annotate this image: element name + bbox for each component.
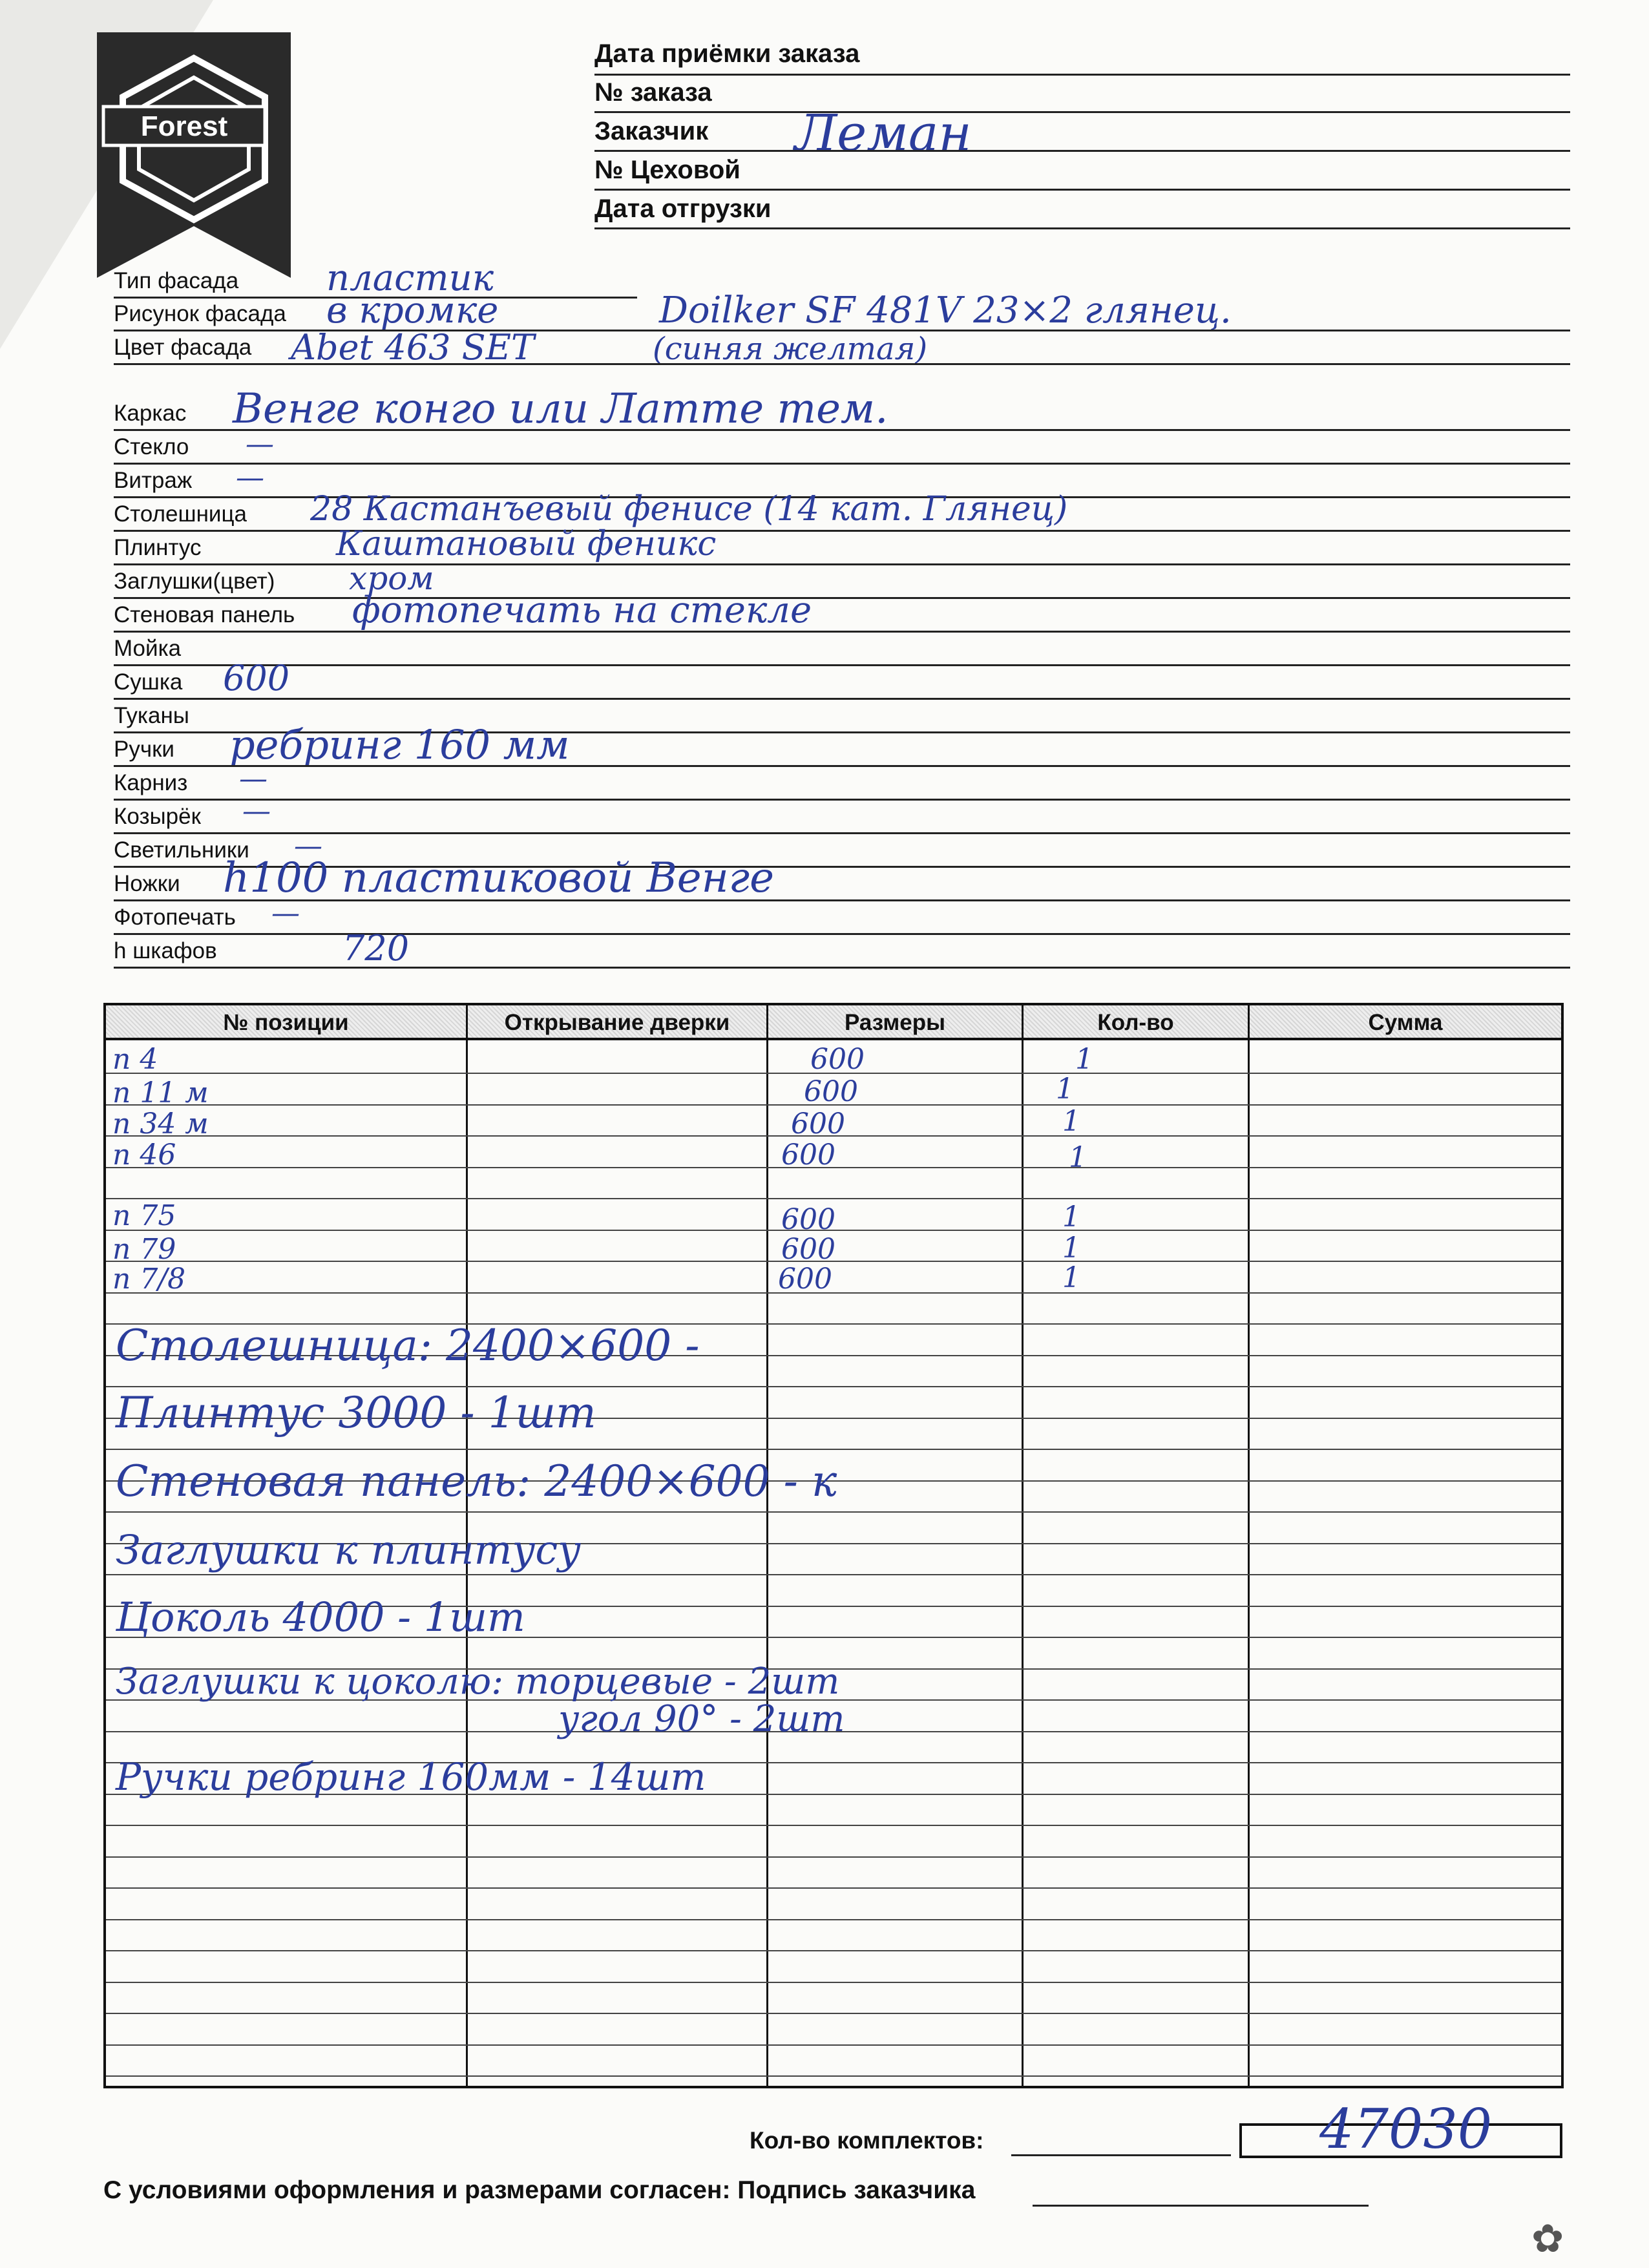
facade-type-label: Тип фасада (114, 268, 239, 293)
table-row-line (106, 1198, 1561, 1199)
company-logo (97, 32, 291, 278)
col-header-qty: Кол-во (1024, 1005, 1250, 1040)
row-position: n 11 м (112, 1076, 209, 1109)
col-header-position: № позиции (106, 1005, 468, 1040)
dryer-value: 600 (223, 658, 290, 698)
facade-pattern-extra: Doilker SF 481V 23×2 глянец. (659, 289, 1232, 331)
countertop-value: 28 Кастанъевый фениcе (14 кат. Глянец) (310, 490, 1068, 529)
row-size: 600 (781, 1139, 835, 1171)
stained-glass-label: Витраж (114, 468, 193, 493)
glass-line (114, 463, 1570, 465)
caps-color-line (114, 597, 1570, 599)
table-note: Плинтус 3000 - 1шт (116, 1388, 596, 1438)
customer-label: Заказчик (594, 117, 709, 145)
photoprint-value: — (271, 897, 300, 930)
order-number-line (594, 111, 1570, 113)
total-box (1239, 2097, 1562, 2161)
lights-label: Светильники (114, 837, 249, 863)
total-value: 47030 (1319, 2097, 1493, 2161)
kits-count-line (1011, 2154, 1231, 2156)
dryer-label: Сушка (114, 669, 183, 695)
kits-count-label: Кол-во комплектов: (750, 2127, 984, 2154)
canopy-label: Козырёк (114, 804, 201, 829)
table-note: Заглушки к плинтусу (116, 1526, 582, 1573)
table-note: Цоколь 4000 - 1шт (116, 1593, 525, 1641)
workshop-number-line (594, 189, 1570, 191)
row-size: 600 (791, 1108, 845, 1140)
facade-pattern-value: в кромке (326, 289, 499, 331)
facade-color-line (114, 363, 1570, 365)
wall-panel-label: Стеновая панель (114, 602, 295, 627)
plinth-label: Плинтус (114, 535, 202, 560)
glass-value: — (246, 428, 274, 461)
canopy-value: — (242, 795, 271, 828)
row-position: n 79 (112, 1233, 176, 1266)
facade-type-value: пластик (326, 257, 494, 299)
table-note: Ручки ребринг 160мм - 14шт (116, 1755, 706, 1799)
table-row-line (106, 1574, 1561, 1575)
wall-panel-line (114, 631, 1570, 633)
table-row-line (106, 1887, 1561, 1889)
plinth-line (114, 563, 1570, 565)
facade-color-label: Цвет фасада (114, 335, 252, 360)
row-size: 600 (781, 1233, 835, 1266)
col-header-door-opening: Открывание дверки (468, 1005, 768, 1040)
carcass-line (114, 429, 1570, 431)
logo-text: Forest (140, 110, 228, 142)
flower-doodle: ✿ (1531, 2217, 1564, 2260)
table-row-line (106, 1511, 1561, 1513)
glass-label: Стекло (114, 434, 189, 459)
table-row-line (106, 1825, 1561, 1826)
table-row-line (106, 2013, 1561, 2014)
row-size: 600 (781, 1203, 835, 1236)
table-row-line (106, 1982, 1561, 1983)
cornice-label: Карниз (114, 770, 188, 795)
table-row-line (106, 1919, 1561, 1920)
row-qty: 1 (1062, 1201, 1080, 1234)
photoprint-label: Фотопечать (114, 905, 236, 930)
cornice-line (114, 799, 1570, 801)
customer-line (594, 150, 1570, 152)
table-row-line (106, 1449, 1561, 1450)
cabinet-height-label: h шкафов (114, 938, 217, 963)
table-row-line (106, 1292, 1561, 1294)
col-header-sum: Сумма (1250, 1005, 1561, 1040)
order-date-line (594, 74, 1570, 76)
handles-label: Ручки (114, 737, 174, 762)
canopy-line (114, 832, 1570, 834)
signature-line (1033, 2205, 1369, 2207)
table-row-line (106, 1950, 1561, 1951)
row-size: 600 (810, 1043, 865, 1076)
table-row-line (106, 1386, 1561, 1387)
legs-value: h100 пластиковой Венге (223, 854, 774, 902)
row-size: 600 (778, 1263, 832, 1296)
row-qty: 1 (1069, 1141, 1087, 1174)
order-number-label: № заказа (594, 78, 712, 107)
row-qty: 1 (1075, 1043, 1093, 1076)
table-row-line (106, 2075, 1561, 2077)
wall-panel-value: фотопечать на стекле (352, 589, 812, 631)
facade-color-value: Abet 463 SET (291, 327, 535, 368)
dryer-line (114, 698, 1570, 700)
positions-table (103, 1003, 1564, 2088)
cornice-value: — (239, 762, 268, 795)
customer-value: Леман (795, 105, 972, 163)
table-note: Стеновая панель: 2400×600 - к (116, 1456, 837, 1506)
carcass-label: Каркас (114, 401, 187, 426)
countertop-line (114, 530, 1570, 532)
handles-line (114, 765, 1570, 767)
row-position: n 4 (112, 1043, 158, 1076)
shipping-date-line (594, 227, 1570, 229)
table-note: Столешница: 2400×600 - (116, 1321, 700, 1370)
row-qty: 1 (1062, 1232, 1080, 1265)
facade-pattern-label: Рисунок фасада (114, 301, 286, 326)
col-header-sizes: Размеры (768, 1005, 1024, 1040)
caps-color-value: хром (349, 560, 434, 597)
row-position: n 7/8 (112, 1263, 186, 1296)
handles-value: ребринг 160 мм (229, 721, 570, 768)
workshop-number-label: № Цеховой (594, 156, 740, 184)
row-size: 600 (804, 1075, 858, 1108)
order-date-label: Дата приёмки заказа (594, 39, 860, 68)
photoprint-line (114, 933, 1570, 935)
row-qty: 1 (1056, 1073, 1074, 1106)
row-position: n 75 (112, 1199, 176, 1232)
legs-line (114, 899, 1570, 901)
row-position: n 46 (112, 1139, 176, 1171)
agreement-text: С условиями оформления и размерами согласен: Подпись заказчика (103, 2176, 976, 2204)
dowels-label: Туканы (114, 703, 189, 728)
plinth-value: Каштановый феникс (336, 525, 717, 563)
cabinet-height-line (114, 967, 1570, 969)
row-qty: 1 (1062, 1105, 1080, 1138)
legs-label: Ножки (114, 871, 180, 896)
shipping-date-label: Дата отгрузки (594, 194, 772, 223)
lights-value: — (294, 830, 322, 863)
carcass-value: Венге конго или Латте тем. (233, 385, 888, 433)
table-note: угол 90° - 2шт (558, 1698, 845, 1740)
row-position: n 34 м (112, 1108, 209, 1140)
caps-color-label: Заглушки(цвет) (114, 569, 275, 594)
table-row-line (106, 1856, 1561, 1858)
row-qty: 1 (1062, 1261, 1080, 1294)
facade-color-extra: (синяя желтая) (653, 331, 928, 367)
table-note: Заглушки к цоколю: торцевые - 2шт (116, 1661, 840, 1703)
countertop-label: Столешница (114, 501, 247, 527)
table-row-line (106, 2044, 1561, 2046)
sink-line (114, 664, 1570, 666)
cabinet-height-value: 720 (342, 928, 410, 969)
stained-glass-value: — (236, 461, 264, 494)
sink-label: Мойка (114, 636, 182, 661)
